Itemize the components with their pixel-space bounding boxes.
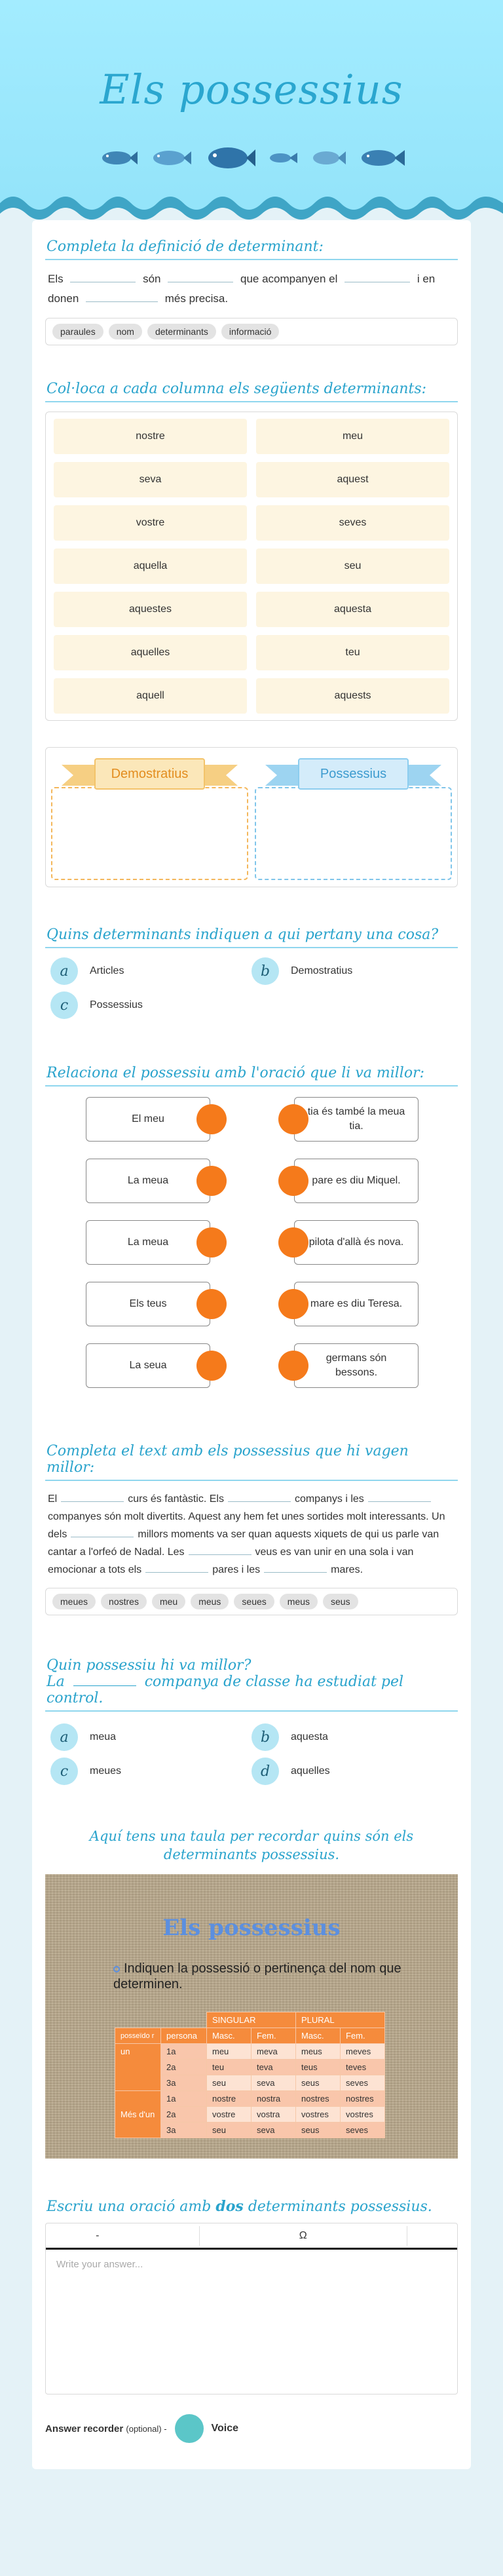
fill-in-text	[45, 269, 458, 309]
title-fragment: determinants possessius.	[248, 2199, 432, 2215]
match-handle[interactable]	[196, 1166, 227, 1196]
table-cell: 1a	[161, 2091, 207, 2107]
blank-field[interactable]	[86, 290, 158, 302]
word-chip[interactable]: meus	[280, 1594, 318, 1609]
table-header: Masc.	[296, 2028, 341, 2044]
option-b[interactable]	[252, 957, 453, 985]
word-bank	[45, 1588, 458, 1615]
sort-item[interactable]: aquella	[54, 548, 247, 584]
question-title: Quin possessiu hi va millor?	[47, 1657, 252, 1674]
sort-items-box	[45, 412, 458, 721]
text-fragment: mares.	[331, 1564, 363, 1575]
table-cell: seves	[341, 2075, 385, 2091]
drop-zone[interactable]	[255, 787, 452, 880]
column-ribbon	[265, 754, 441, 792]
table-cell: nostre	[207, 2091, 252, 2107]
text-fragment: més precisa.	[164, 292, 229, 305]
option-a[interactable]	[50, 957, 252, 985]
text-fragment: millors moments va ser quan aquests xiquets de qui us parle van cantar a l'orfeó de Nadal. Les	[48, 1529, 439, 1558]
title-emphasis: dos	[215, 2198, 244, 2215]
match-left-item[interactable]: La meua	[86, 1159, 210, 1203]
record-voice-button[interactable]	[175, 2414, 204, 2443]
question-title: Relaciona el possessiu amb l'oració que li va millor:	[45, 1065, 458, 1086]
possessives-table-image	[45, 1874, 458, 2159]
word-chip[interactable]: seues	[234, 1594, 274, 1609]
row-label: un	[115, 2044, 161, 2091]
match-left-item[interactable]: Els teus	[86, 1282, 210, 1326]
option-text: Articles	[90, 965, 124, 976]
sentence-start: La	[47, 1674, 65, 1690]
sort-item[interactable]: aquelles	[54, 635, 247, 670]
question-fill-possessives	[44, 1443, 459, 1615]
table-cell: meu	[207, 2044, 252, 2060]
blank-field	[73, 1674, 136, 1686]
word-chip[interactable]: nostres	[101, 1594, 147, 1609]
option-letter: a	[50, 957, 78, 985]
text-fragment: curs és fantàstic. Els	[128, 1493, 224, 1505]
table-cell: vostres	[341, 2107, 385, 2123]
special-character-button[interactable]: Ω	[299, 2229, 307, 2241]
table-header: SINGULAR	[207, 2012, 296, 2028]
blank-field[interactable]	[61, 1490, 124, 1502]
question-sort	[44, 381, 459, 887]
table-header: persona	[161, 2028, 207, 2044]
fish-icon	[309, 147, 346, 168]
option-letter: d	[252, 1758, 279, 1785]
answer-editor	[45, 2223, 458, 2394]
table-cell: vostres	[296, 2107, 341, 2123]
question-multiple-choice	[44, 927, 459, 1019]
table-cell: 2a	[161, 2107, 207, 2123]
question-title: Completa la definició de determinant:	[45, 239, 458, 260]
options-grid	[45, 957, 458, 1019]
dash-button[interactable]: -	[96, 2229, 100, 2241]
blank-field[interactable]	[345, 271, 410, 282]
table-cell: seu	[207, 2123, 252, 2138]
word-chip[interactable]: meus	[191, 1594, 229, 1609]
match-right-item[interactable]: mare es diu Teresa.	[294, 1282, 419, 1326]
word-chip[interactable]: informació	[221, 324, 280, 339]
question-title: Completa el text amb els possessius que hi vagen millor:	[45, 1443, 458, 1481]
page-title: Els possessius	[100, 66, 403, 113]
blank-field[interactable]	[71, 1526, 134, 1537]
match-right-item[interactable]: pare es diu Miquel.	[294, 1159, 419, 1203]
table-cell: nostra	[252, 2091, 296, 2107]
match-right-item[interactable]: tia és també la meua tia.	[294, 1097, 419, 1142]
option-a[interactable]	[50, 1723, 252, 1751]
option-text: meues	[90, 1765, 122, 1777]
question-title: Quins determinants indiquen a qui pertany una cosa?	[45, 927, 458, 948]
table-cell: teves	[341, 2060, 385, 2075]
option-letter: c	[50, 1758, 78, 1785]
text-fragment: que acompanyen el	[240, 273, 338, 285]
match-handle[interactable]	[196, 1289, 227, 1319]
word-chip[interactable]: determinants	[147, 324, 216, 339]
column-ribbon	[62, 754, 238, 792]
match-handle[interactable]	[196, 1227, 227, 1258]
option-text: aquelles	[291, 1765, 330, 1777]
sort-item[interactable]: seves	[256, 505, 449, 541]
question-title: Col·loca a cada columna els següents determinants:	[45, 381, 458, 402]
table-cell: seva	[252, 2075, 296, 2091]
match-right-item[interactable]: pilota d'allà és nova.	[294, 1220, 419, 1265]
fill-in-text	[45, 1490, 458, 1579]
sort-item[interactable]: aquests	[256, 678, 449, 714]
text-fragment: companys i les	[294, 1493, 364, 1505]
word-bank	[45, 318, 458, 345]
section-title: Aquí tens una taula per recordar quins són els determinants possessius.	[89, 1828, 414, 1862]
match-right-item[interactable]: germans són bessons.	[294, 1343, 419, 1388]
blank-field[interactable]	[168, 271, 233, 282]
question-definition	[44, 239, 459, 345]
sort-item[interactable]: aquest	[256, 462, 449, 497]
match-left-item[interactable]: El meu	[86, 1097, 210, 1142]
table-header: Masc.	[207, 2028, 252, 2044]
column-possessius	[255, 754, 452, 880]
option-letter: b	[252, 1723, 279, 1751]
options-grid	[45, 1723, 458, 1785]
sort-item[interactable]: seu	[256, 548, 449, 584]
sort-item[interactable]: aquell	[54, 678, 247, 714]
word-chip[interactable]: paraules	[52, 324, 103, 339]
option-c[interactable]	[50, 991, 252, 1019]
definition-text: Indiquen la possessió o pertinença del nom que determinen.	[113, 1961, 401, 1991]
table-cell: vostra	[252, 2107, 296, 2123]
blank-field[interactable]	[189, 1543, 252, 1555]
table-cell: 1a	[161, 2044, 207, 2060]
table-cell: teva	[252, 2060, 296, 2075]
table-cell: vostre	[207, 2107, 252, 2123]
match-handle[interactable]	[278, 1227, 308, 1258]
question-match	[44, 1065, 459, 1404]
table-header: PLURAL	[296, 2012, 385, 2028]
match-handle[interactable]	[196, 1104, 227, 1134]
question-sentence	[45, 1674, 458, 1712]
column-label: Possessius	[298, 758, 409, 790]
table-cell: 3a	[161, 2123, 207, 2138]
recorder-optional-text: (optional) -	[126, 2423, 167, 2434]
fish-icon	[358, 145, 405, 171]
sort-item[interactable]: seva	[54, 462, 247, 497]
column-label: Demostratius	[94, 758, 205, 790]
option-text: aquesta	[291, 1731, 328, 1742]
table-cell: teus	[296, 2060, 341, 2075]
voice-label: Voice	[211, 2423, 239, 2434]
question-write-sentence	[44, 2198, 459, 2443]
sort-columns	[45, 747, 458, 887]
recorder-label-text: Answer recorder	[45, 2423, 124, 2434]
option-letter: c	[50, 991, 78, 1019]
option-letter: a	[50, 1723, 78, 1751]
option-letter: b	[252, 957, 279, 985]
table-cell: seves	[341, 2123, 385, 2138]
worksheet-card	[32, 220, 471, 2469]
text-fragment: El	[48, 1493, 58, 1505]
sort-item[interactable]: vostre	[54, 505, 247, 541]
option-d[interactable]	[252, 1758, 453, 1785]
image-definition	[113, 1961, 401, 1992]
table-cell: seu	[207, 2075, 252, 2091]
fish-icon	[98, 147, 138, 169]
question-best-possessive	[44, 1657, 459, 1785]
option-text: meua	[90, 1731, 117, 1742]
table-cell: meva	[252, 2044, 296, 2060]
match-handle[interactable]	[278, 1351, 308, 1381]
option-b[interactable]	[252, 1723, 453, 1751]
blank-field[interactable]	[228, 1490, 291, 1502]
answer-textarea[interactable]: Write your answer...	[56, 2259, 143, 2270]
text-fragment: i en donen	[48, 273, 436, 305]
sort-item[interactable]: aquesta	[256, 592, 449, 627]
editor-toolbar	[46, 2223, 457, 2250]
fish-icon	[149, 146, 191, 170]
word-chip[interactable]: meues	[52, 1594, 96, 1609]
table-cell: meves	[341, 2044, 385, 2060]
table-cell: meus	[296, 2044, 341, 2060]
drop-zone[interactable]	[51, 787, 248, 880]
blank-field[interactable]	[368, 1490, 431, 1502]
match-left-item[interactable]: La meua	[86, 1220, 210, 1265]
table-header: Fem.	[341, 2028, 385, 2044]
possessives-table	[115, 2012, 385, 2138]
match-handle[interactable]	[278, 1104, 308, 1134]
word-chip[interactable]: seus	[323, 1594, 358, 1609]
blank-field[interactable]	[70, 271, 136, 282]
table-cell: 2a	[161, 2060, 207, 2075]
row-label: Més d'un	[115, 2091, 161, 2138]
match-handle[interactable]	[278, 1166, 308, 1196]
table-cell: 3a	[161, 2075, 207, 2091]
table-cell: seus	[296, 2123, 341, 2138]
table-cell: seva	[252, 2123, 296, 2138]
sort-item[interactable]: meu	[256, 419, 449, 454]
match-handle[interactable]	[278, 1289, 308, 1319]
match-area	[45, 1096, 458, 1404]
image-title: Els possessius	[162, 1915, 341, 1941]
header-banner	[0, 0, 503, 229]
match-handle[interactable]	[196, 1351, 227, 1381]
table-cell: teu	[207, 2060, 252, 2075]
reference-table-section	[44, 1827, 459, 2159]
blank-field[interactable]	[145, 1561, 208, 1573]
table-cell: seus	[296, 2075, 341, 2091]
sentence-end: companya de classe ha estudiat pel control.	[47, 1674, 404, 1706]
option-c[interactable]	[50, 1758, 252, 1785]
question-title	[45, 2198, 458, 2219]
recorder-label	[45, 2423, 167, 2434]
option-text: Demostratius	[291, 965, 353, 976]
sort-item[interactable]: aquestes	[54, 592, 247, 627]
word-chip[interactable]: meu	[152, 1594, 185, 1609]
match-left-item[interactable]: La seua	[86, 1343, 210, 1388]
option-text: Possessius	[90, 999, 143, 1010]
table-header: Fem.	[252, 2028, 296, 2044]
sort-item[interactable]: nostre	[54, 419, 247, 454]
text-fragment: companyes són molt divertits. Aquest any hem fet unes sortides molt interessants. Un dels	[48, 1511, 445, 1540]
word-chip[interactable]: nom	[109, 324, 142, 339]
table-cell: nostres	[296, 2091, 341, 2107]
sort-item[interactable]: teu	[256, 635, 449, 670]
text-fragment: Els	[48, 273, 64, 285]
text-fragment: són	[143, 273, 161, 285]
text-fragment: veus es van unir en una sola i van emocionar a tots els	[48, 1547, 414, 1575]
title-fragment: Escriu una oració amb	[47, 2199, 212, 2215]
table-cell: nostres	[341, 2091, 385, 2107]
table-header: posseïdo r	[115, 2028, 161, 2044]
answer-recorder	[45, 2414, 458, 2443]
fish-icon	[267, 150, 297, 166]
fish-row	[0, 143, 503, 173]
blank-field[interactable]	[264, 1561, 327, 1573]
fish-icon	[203, 143, 255, 173]
column-demostratius	[51, 754, 248, 880]
text-fragment: pares i les	[212, 1564, 261, 1575]
